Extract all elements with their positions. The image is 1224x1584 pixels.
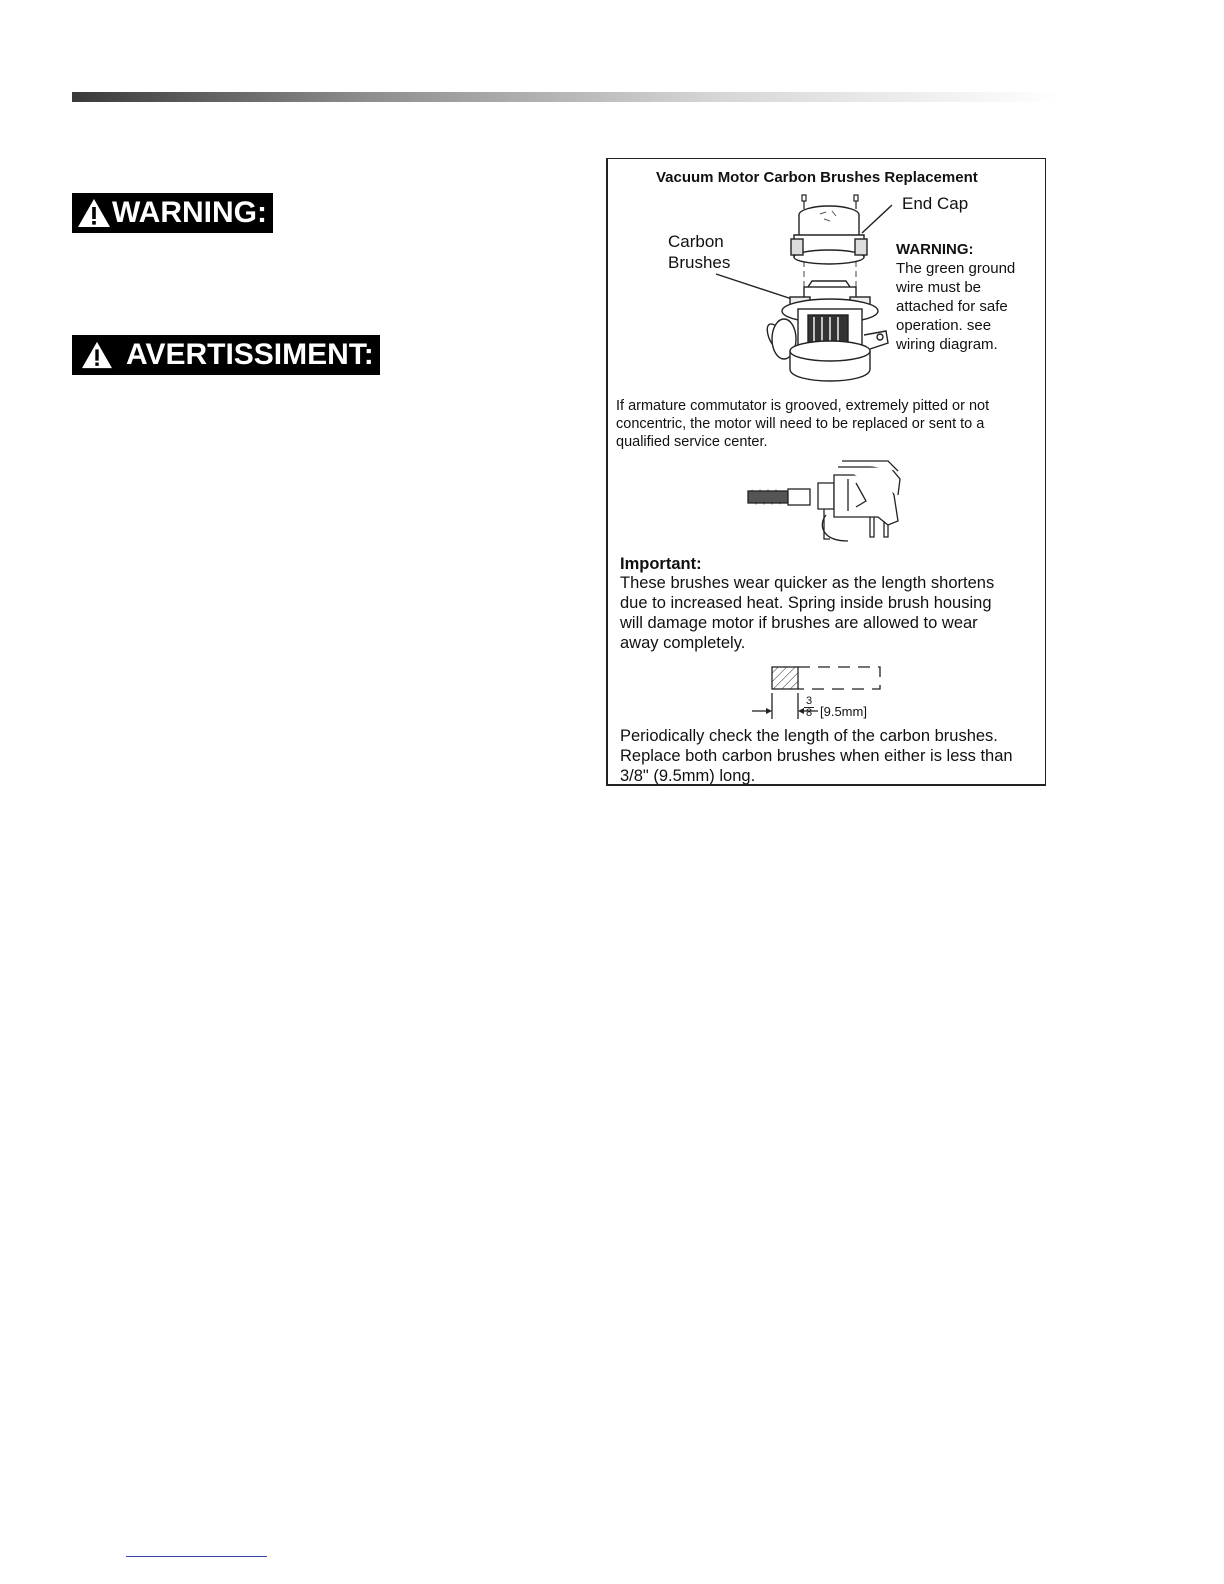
dimension-fraction	[804, 696, 814, 719]
figure-warning-line: operation. see	[896, 317, 992, 334]
figure-warning-line: wiring diagram.	[896, 336, 998, 353]
figure-warning-title: WARNING:	[896, 241, 974, 258]
commutator-note-line: concentric, the motor will need to be replaced or sent to a	[616, 416, 985, 432]
header-gradient-bar	[72, 92, 1060, 102]
dimension-label: [9.5mm]	[820, 704, 867, 719]
figure-warning-line: attached for safe	[896, 298, 1008, 315]
check-line: 3/8" (9.5mm) long.	[620, 767, 756, 785]
important-line: away completely.	[620, 634, 746, 652]
dimension-denominator: 8	[805, 707, 813, 719]
warning-label: WARNING:	[112, 196, 267, 229]
brush-length-dimension-diagram	[748, 663, 888, 723]
figure-warning-line: wire must be	[896, 279, 982, 296]
carbon-brushes-label: Carbon Brushes	[668, 232, 731, 272]
commutator-note-line: If armature commutator is grooved, extremely pitted or not	[616, 398, 990, 414]
dimension-numerator: 3	[805, 695, 813, 707]
important-line: These brushes wear quicker as the length shortens	[620, 574, 995, 592]
footer-underline	[126, 1556, 267, 1557]
warning-triangle-icon	[80, 340, 114, 370]
commutator-note-line: qualified service center.	[616, 434, 768, 450]
figure-warning-line: The green ground	[896, 260, 1016, 277]
important-title: Important:	[620, 555, 702, 573]
brush-housing-illustration	[738, 455, 908, 547]
avertissement-label: AVERTISSIMENT:	[126, 338, 374, 371]
warning-badge	[72, 193, 273, 233]
important-line: will damage motor if brushes are allowed to wear	[620, 614, 978, 632]
figure-title: Vacuum Motor Carbon Brushes Replacement	[656, 169, 978, 186]
check-line: Replace both carbon brushes when either is less than	[620, 747, 1013, 765]
carbon-brush-figure	[606, 158, 1046, 786]
end-cap-label: End Cap	[902, 194, 969, 213]
avertissement-badge	[72, 335, 380, 375]
important-line: due to increased heat. Spring inside brush housing	[620, 594, 992, 612]
check-line: Periodically check the length of the carbon brushes.	[620, 727, 998, 745]
warning-triangle-icon	[76, 197, 112, 229]
